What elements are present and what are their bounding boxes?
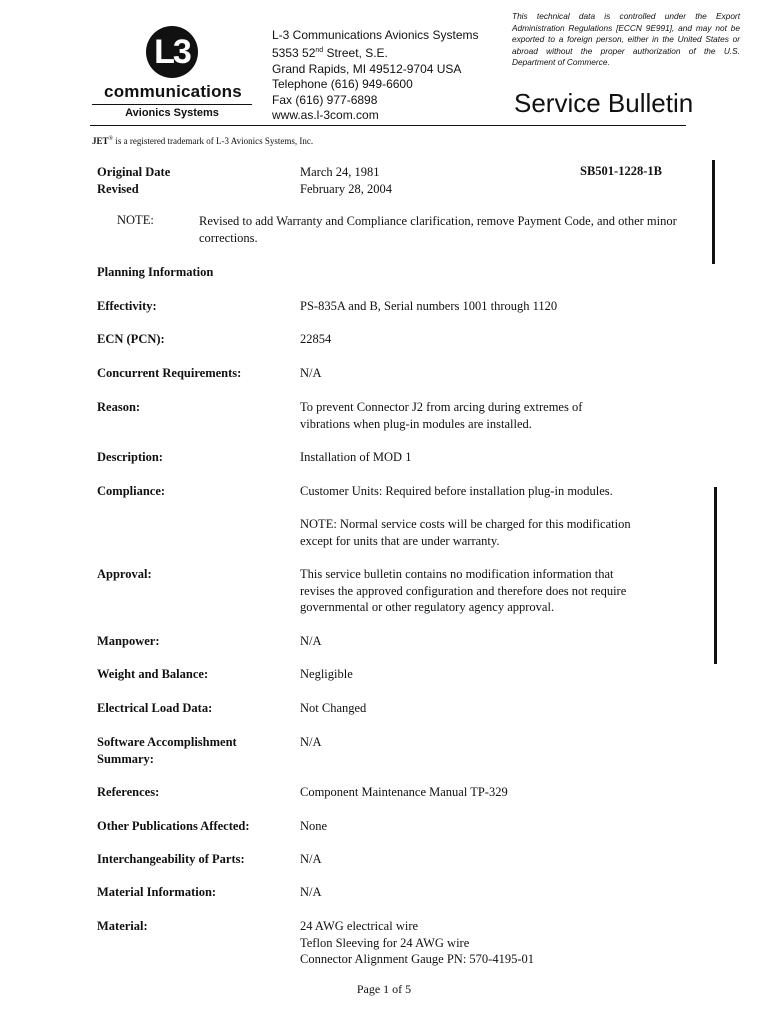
description-label: Description: [97,450,163,464]
bulletin-number: SB501-1228-1B [580,164,662,178]
original-date-label: Original Date [97,165,171,179]
material-info-label: Material Information: [97,885,217,899]
street-address: 5353 52nd Street, S.E. [272,46,388,61]
planning-heading: Planning Information [97,265,214,279]
logo-divider [92,104,252,105]
compliance-note: NOTE: Normal service costs will be charged for this modification except for units that are under warranty. [300,517,631,548]
weight-balance-value: Negligible [300,667,353,681]
effectivity-label: Effectivity: [97,299,157,313]
concurrent-label: Concurrent Requirements: [97,366,242,380]
website: www.as.l-3com.com [272,108,379,123]
material-label: Material: [97,919,148,933]
revision-change-bar [712,160,715,264]
material-item: Connector Alignment Gauge PN: 570-4195-01 [300,952,534,966]
revision-note-text: Revised to add Warranty and Compliance clarification, remove Payment Code, and other minor corrections. [199,214,677,245]
description-value: Installation of MOD 1 [300,450,412,464]
material-item: Teflon Sleeving for 24 AWG wire [300,935,470,950]
trademark-notice: JET® is a registered trademark of L-3 Avionics Systems, Inc. [92,136,314,146]
telephone: Telephone (616) 949-6600 [272,77,413,92]
city-line: Grand Rapids, MI 49512-9704 USA [272,61,462,76]
original-date-value: March 24, 1981 [300,165,380,179]
compliance-value: Customer Units: Required before installation plug-in modules. [300,484,613,498]
logo-wordmark: communications [104,82,242,101]
approval-value: This service bulletin contains no modification information that revises the approved configuration and therefore does not require governmental or other regulatory agency approval. [300,567,627,614]
other-publications-value: None [300,819,328,833]
reason-label: Reason: [97,400,141,414]
page-number: Page 1 of 5 [356,982,412,996]
header-divider [90,125,686,126]
software-summary-label: Software Accomplishment Summary: [97,735,237,766]
fax: Fax (616) 977-6898 [272,92,378,107]
material-info-value: N/A [300,885,322,899]
l3-logo-mark: L3 [146,26,198,78]
ecn-value: 22854 [300,332,332,346]
references-label: References: [97,785,160,799]
revised-value: February 28, 2004 [300,182,392,196]
material-item: 24 AWG electrical wire [300,919,419,933]
revision-change-bar [714,487,717,664]
reason-value: To prevent Connector J2 from arcing during extremes of vibrations when plug-in modules are installed. [300,400,583,431]
export-control-notice: This technical data is controlled under the Export Administration Regulations [ECCN 9E991], and may not be exported to a foreign person, either in the United States or abroad without the proper authorization of the U.S. Department of Commerce. [512,11,740,68]
effectivity-value: PS-835A and B, Serial numbers 1001 through 1120 [300,299,558,313]
company-address [272,28,502,123]
page-title: Service Bulletin [514,88,694,118]
revision-note-label: NOTE: [117,213,154,227]
approval-label: Approval: [97,567,152,581]
material-list [300,918,685,968]
company-name: L-3 Communications Avionics Systems [272,28,479,42]
software-summary-value: N/A [300,735,322,749]
compliance-label: Compliance: [97,484,166,498]
interchangeability-label: Interchangeability of Parts: [97,852,245,866]
revised-label: Revised [97,182,139,196]
manpower-label: Manpower: [97,634,160,648]
electrical-load-label: Electrical Load Data: [97,701,213,715]
logo-subtitle: Avionics Systems [125,107,219,119]
other-publications-label: Other Publications Affected: [97,819,250,833]
ecn-label: ECN (PCN): [97,332,165,346]
electrical-load-value: Not Changed [300,701,367,715]
manpower-value: N/A [300,634,322,648]
weight-balance-label: Weight and Balance: [97,667,209,681]
concurrent-value: N/A [300,366,322,380]
references-value: Component Maintenance Manual TP-329 [300,785,508,799]
interchangeability-value: N/A [300,852,322,866]
